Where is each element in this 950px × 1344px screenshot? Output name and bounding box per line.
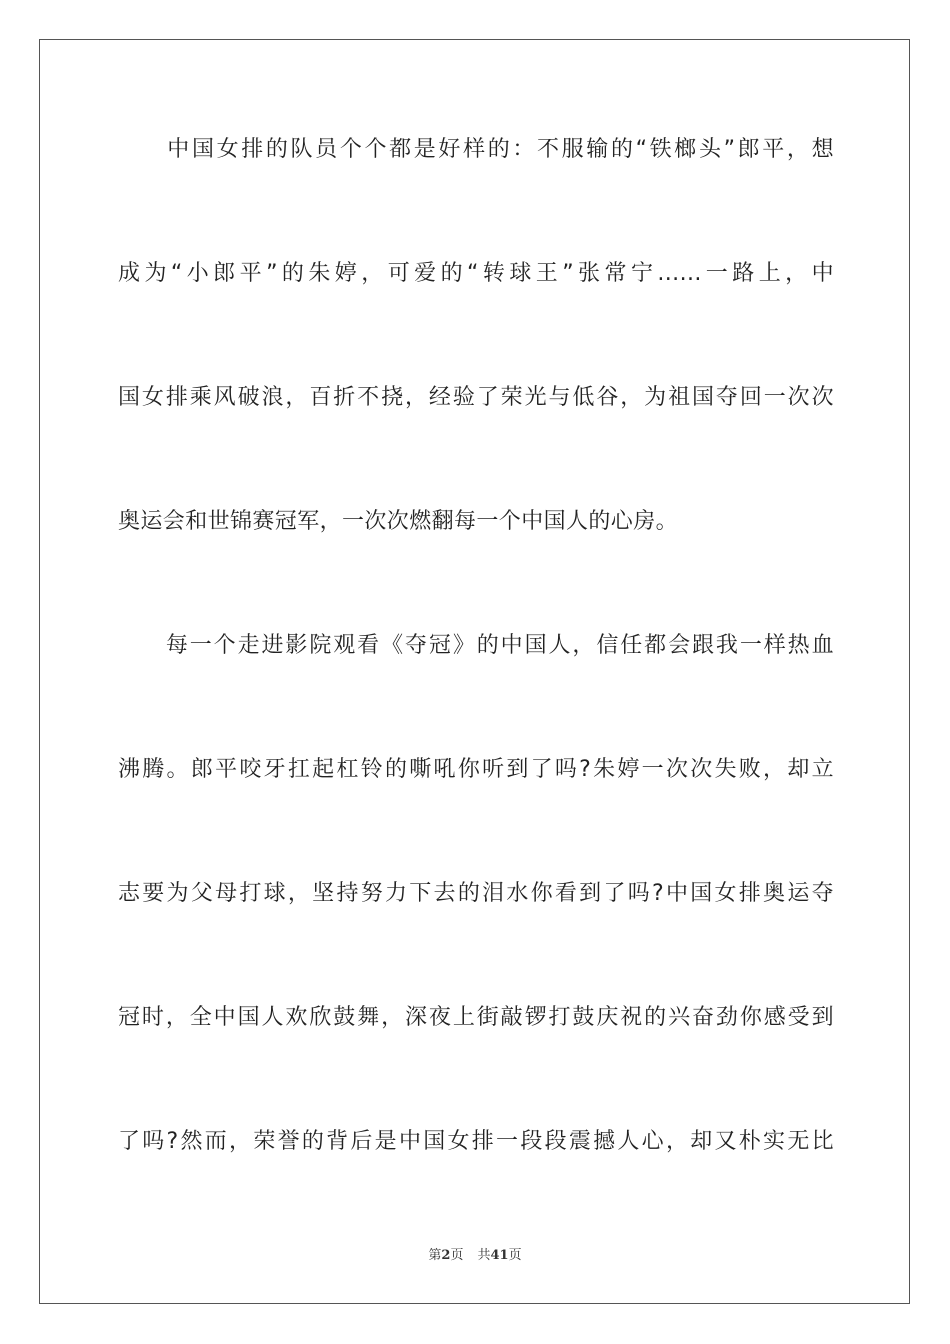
page-prefix: 第 (428, 1248, 442, 1263)
page-border (39, 39, 910, 1304)
text-line-6: 沸腾。郎平咬牙扛起杠铃的嘶吼你听到了吗?朱婷一次次失败，却立 (118, 757, 834, 782)
total-suffix: 页 (508, 1248, 522, 1263)
text-line-9: 了吗?然而，荣誉的背后是中国女排一段段震撼人心，却又朴实无比 (118, 1129, 834, 1154)
text-line-3: 国女排乘风破浪，百折不挠，经验了荣光与低谷，为祖国夺回一次次 (118, 385, 834, 410)
page-suffix: 页 (450, 1248, 464, 1263)
text-line-7: 志要为父母打球，坚持努力下去的泪水你看到了吗?中国女排奥运夺 (118, 881, 834, 906)
page-footer (0, 1244, 950, 1263)
current-page-number: 2 (441, 1248, 451, 1263)
total-prefix: 共 (477, 1248, 491, 1263)
text-line-8: 冠时，全中国人欢欣鼓舞，深夜上街敲锣打鼓庆祝的兴奋劲你感受到 (118, 1005, 834, 1030)
text-line-4: 奥运会和世锦赛冠军，一次次燃翻每一个中国人的心房。 (118, 509, 679, 534)
text-line-5: 每一个走进影院观看《夺冠》的中国人，信任都会跟我一样热血 (118, 633, 834, 658)
text-line-1: 中国女排的队员个个都是好样的：不服输的“铁榔头”郎平，想 (118, 137, 834, 162)
total-page-count: 41 (490, 1248, 509, 1263)
text-line-2: 成为“小郎平”的朱婷，可爱的“转球王”张常宁......一路上，中 (118, 261, 834, 286)
